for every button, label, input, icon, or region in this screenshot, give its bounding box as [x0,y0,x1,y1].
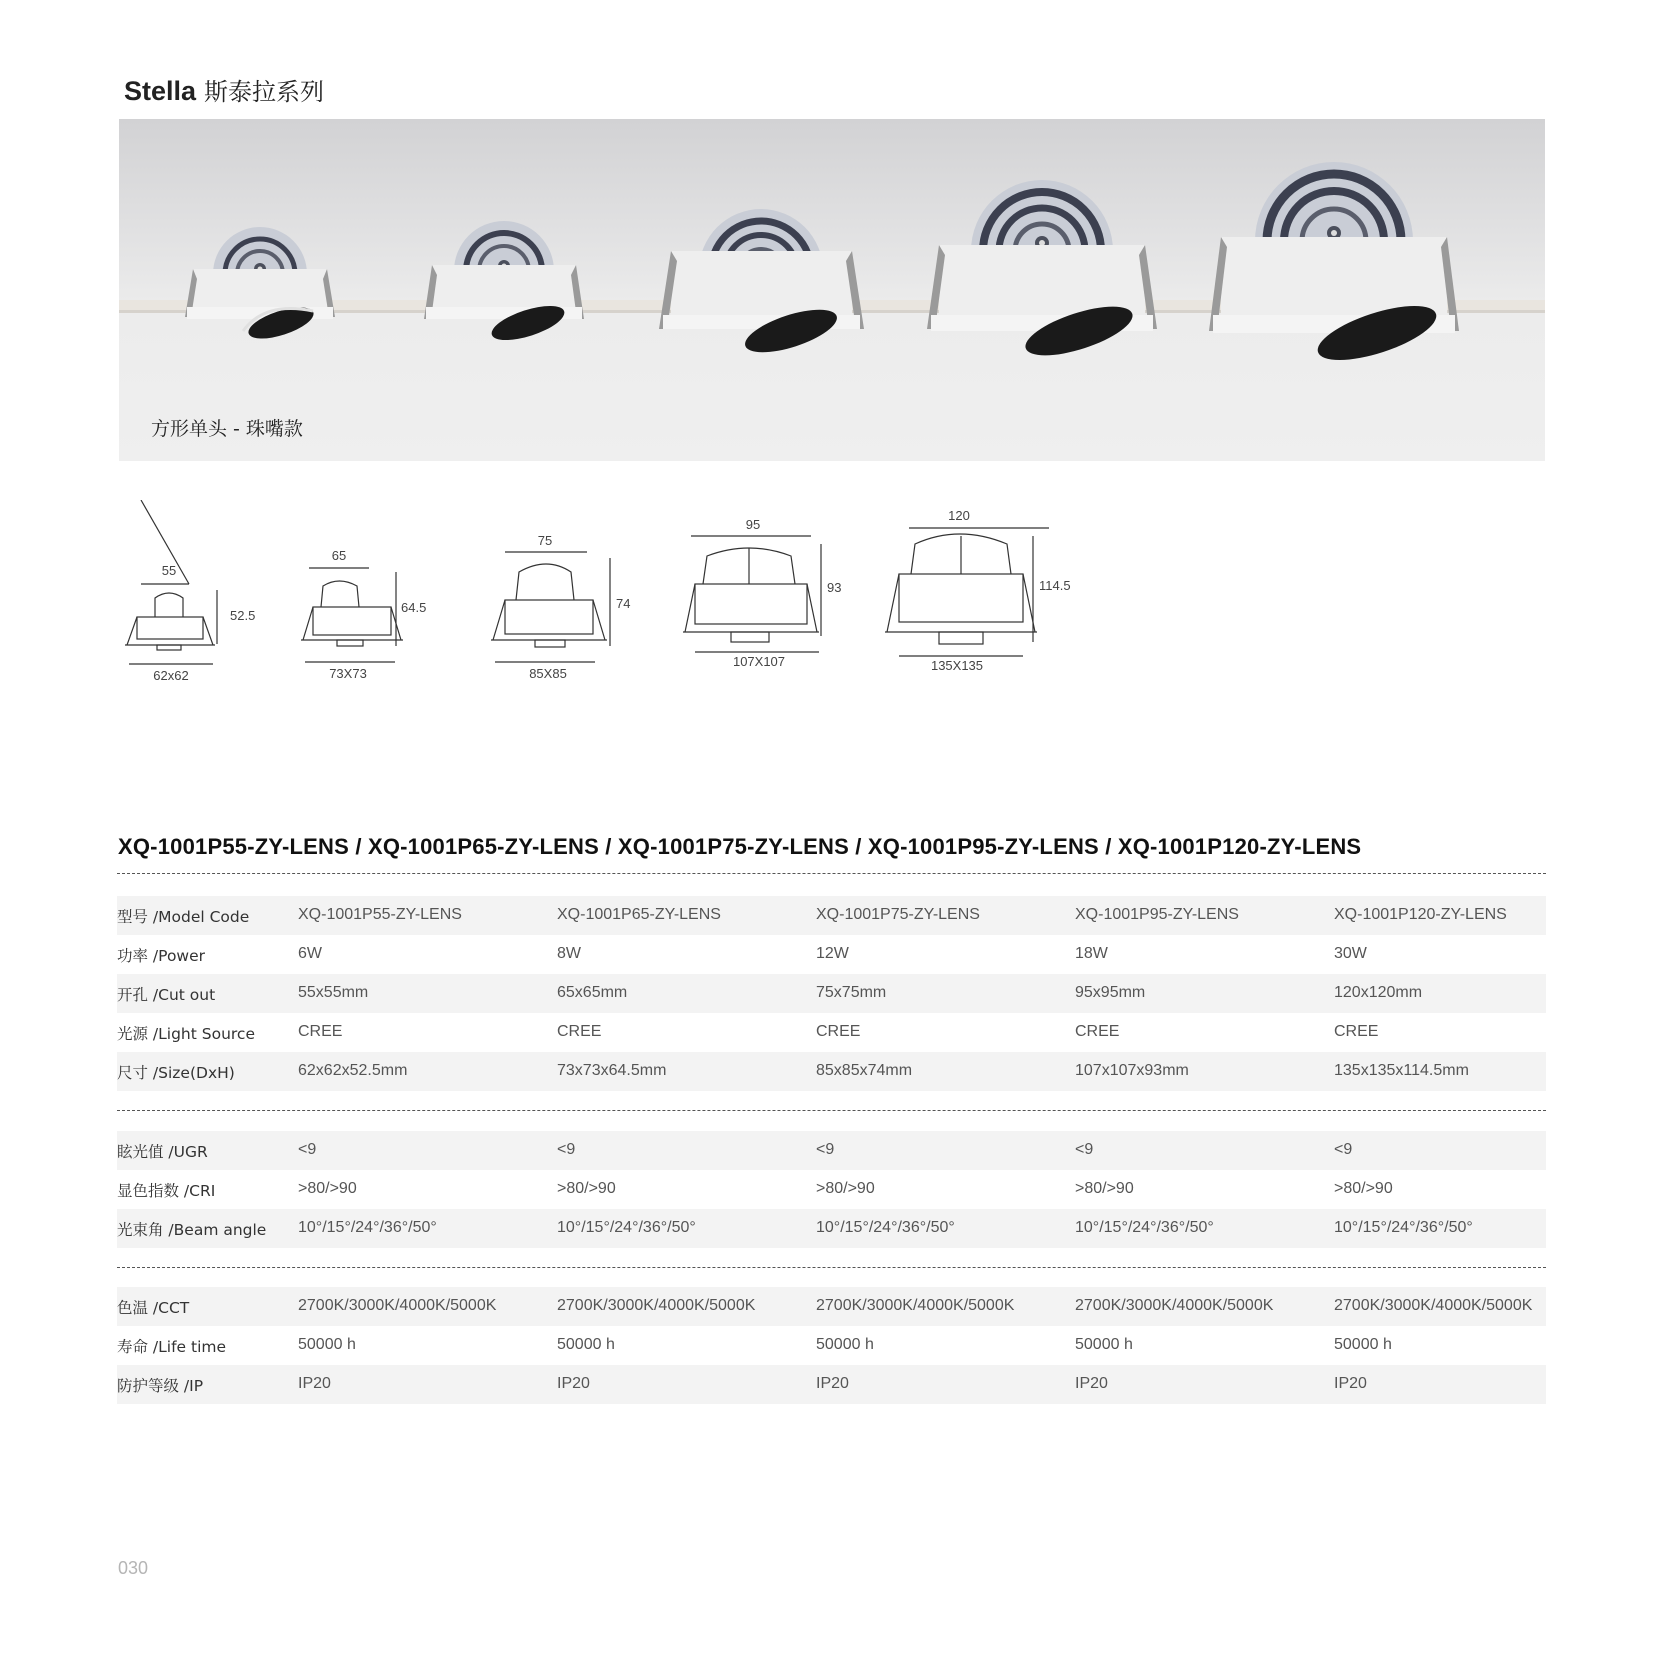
cell: XQ-1001P95-ZY-LENS [1075,906,1239,923]
dim-height: 74 [616,596,631,611]
spec-row-beam-angle [117,1209,1546,1248]
dim-base: 107X107 [732,654,786,669]
dim-base: 73X73 [329,666,367,681]
spec-row-power [117,935,1546,974]
cell: CREE [1334,1023,1379,1040]
cell: 10°/15°/24°/36°/50° [1075,1219,1214,1236]
divider [117,1267,1546,1268]
cell: CREE [1075,1023,1120,1040]
banner-caption: 方形单头 - 珠嘴款 [151,418,303,440]
divider [117,1110,1546,1111]
dim-height: 64.5 [401,600,427,615]
cell: <9 [298,1141,317,1158]
dim-width: 65 [331,548,347,563]
cell: CREE [298,1023,343,1040]
spec-table-group-1 [117,896,1546,1091]
cell: IP20 [557,1375,590,1392]
dim-height: 114.5 [1039,578,1071,593]
cell: 65x65mm [557,984,628,1001]
cell: 55x55mm [298,984,369,1001]
cell: XQ-1001P55-ZY-LENS [298,906,462,923]
cell: 18W [1075,945,1108,962]
cell: 62x62x52.5mm [298,1062,408,1079]
dim-width: 55 [161,563,177,578]
cell: 30W [1334,945,1367,962]
dimension-drawing [125,500,255,683]
series-name: 斯泰拉系列 [204,78,325,106]
dimension-drawing [683,517,841,669]
page-number: 030 [118,1558,149,1578]
spec-row-light-source [117,1013,1546,1052]
cell: 107x107x93mm [1075,1062,1189,1079]
row-label: 防护等级 /IP [117,1377,204,1395]
dim-base: 85X85 [529,666,567,681]
cell: 120x120mm [1334,984,1423,1001]
cell: XQ-1001P120-ZY-LENS [1334,906,1507,923]
row-label: 光源 /Light Source [117,1025,255,1043]
row-label: 色温 /CCT [117,1299,190,1317]
cell: IP20 [816,1375,849,1392]
row-label: 型号 /Model Code [117,908,250,926]
cell: 2700K/3000K/4000K/5000K [557,1297,756,1314]
row-label: 开孔 /Cut out [117,986,216,1004]
cell: 73x73x64.5mm [557,1062,667,1079]
cell: IP20 [298,1375,331,1392]
cell: 50000 h [298,1336,356,1353]
lamp-image [185,219,335,359]
dim-width: 120 [948,508,970,523]
spec-row-size [117,1052,1546,1091]
cell: 135x135x114.5mm [1334,1062,1469,1079]
dim-base: 62x62 [153,668,189,683]
cell: 2700K/3000K/4000K/5000K [1075,1297,1274,1314]
row-label: 功率 /Power [117,947,206,965]
cell: 95x95mm [1075,984,1146,1001]
cell: 10°/15°/24°/36°/50° [298,1219,437,1236]
spec-row-ip [117,1365,1546,1404]
cell: CREE [816,1023,861,1040]
dimension-drawing [301,548,426,681]
cell: 75x75mm [816,984,887,1001]
spec-row-cut-out [117,974,1546,1013]
spec-row-ugr [117,1131,1546,1170]
cell: 12W [816,945,849,962]
cell: >80/>90 [557,1180,616,1197]
cell: <9 [557,1141,576,1158]
cell: IP20 [1075,1375,1108,1392]
dim-height: 93 [827,580,842,595]
dim-width: 95 [745,517,761,532]
dimension-drawing [491,533,630,681]
page-title [124,72,324,107]
cell: 50000 h [816,1336,874,1353]
cell: >80/>90 [816,1180,875,1197]
row-label: 显色指数 /CRI [117,1182,216,1200]
cell: <9 [1334,1141,1353,1158]
cell: 6W [298,945,322,962]
lamp-image [1209,155,1459,370]
row-label: 寿命 /Life time [117,1338,227,1356]
spec-row-life-time [117,1326,1546,1365]
dimension-drawing [885,508,1071,673]
cell: 2700K/3000K/4000K/5000K [816,1297,1015,1314]
lamp-image [659,181,864,366]
dim-height: 52.5 [230,608,256,623]
cell: 85x85x74mm [816,1062,913,1079]
spec-row-cri [117,1170,1546,1209]
divider [117,873,1546,874]
dimension-drawings [119,500,1119,690]
dim-width: 75 [537,533,553,548]
cell: 10°/15°/24°/36°/50° [816,1219,955,1236]
cell: 2700K/3000K/4000K/5000K [298,1297,497,1314]
cell: 2700K/3000K/4000K/5000K [1334,1297,1533,1314]
cell: XQ-1001P75-ZY-LENS [816,906,980,923]
spec-row-model-code [117,896,1546,935]
row-label: 光束角 /Beam angle [117,1221,267,1239]
cell: 50000 h [1075,1336,1133,1353]
models-heading: XQ-1001P55-ZY-LENS / XQ-1001P65-ZY-LENS / XQ-1001P75-ZY-LENS / XQ-1001P95-ZY-LENS / XQ-1001P120-ZY-LENS [118,834,1362,859]
lamp-image [927,165,1157,365]
dim-base: 135X135 [930,658,984,673]
spec-table-group-2 [117,1131,1546,1248]
brand-name: Stella [124,76,197,106]
spec-row-cct [117,1287,1546,1326]
product-banner [119,119,1545,461]
cell: 10°/15°/24°/36°/50° [557,1219,696,1236]
lamp-image [424,207,584,357]
cell: <9 [816,1141,835,1158]
spec-table-group-3 [117,1287,1546,1404]
cell: 50000 h [1334,1336,1392,1353]
row-label: 眩光值 /UGR [117,1143,208,1161]
cell: 10°/15°/24°/36°/50° [1334,1219,1473,1236]
cell: 8W [557,945,581,962]
cell: >80/>90 [1334,1180,1393,1197]
cell: CREE [557,1023,602,1040]
row-label: 尺寸 /Size(DxH) [117,1064,235,1082]
cell: >80/>90 [298,1180,357,1197]
cell: IP20 [1334,1375,1367,1392]
cell: <9 [1075,1141,1094,1158]
cell: >80/>90 [1075,1180,1134,1197]
cell: 50000 h [557,1336,615,1353]
cell: XQ-1001P65-ZY-LENS [557,906,721,923]
